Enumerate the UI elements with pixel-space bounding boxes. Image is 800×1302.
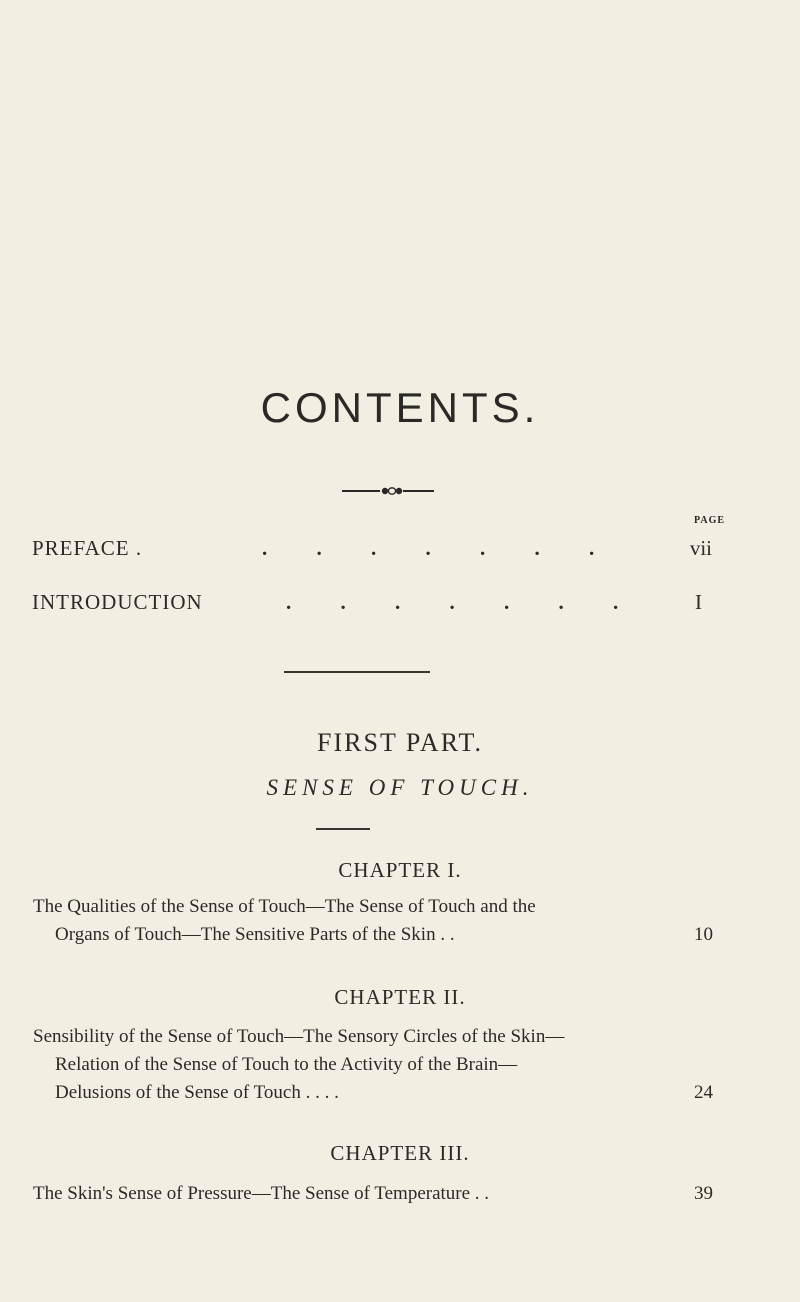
ornament-divider — [342, 486, 434, 496]
toc-page-number: 10 — [694, 924, 713, 945]
entry-line — [33, 1180, 713, 1208]
chapter-heading: CHAPTER III. — [330, 1141, 470, 1165]
chapter-entry — [33, 1023, 713, 1107]
part-title: FIRST PART. — [317, 728, 483, 757]
toc-page-number: 39 — [694, 1183, 713, 1204]
entry-line: The Qualities of the Sense of Touch—The Sense of Touch and the — [33, 896, 536, 917]
section-rule — [284, 671, 430, 673]
page-title: CONTENTS. — [260, 384, 540, 431]
page-column-label: PAGE — [694, 515, 726, 526]
entry-line: Relation of the Sense of Touch to the Activity of the Brain— — [55, 1054, 518, 1075]
toc-entry-label: PREFACE . — [32, 536, 143, 560]
chapter-heading: CHAPTER II. — [334, 985, 466, 1009]
chapter-heading: CHAPTER I. — [338, 858, 462, 882]
toc-entry-label: INTRODUCTION — [32, 590, 203, 614]
entry-line-text: The Skin's Sense of Pressure—The Sense of Temperature . . — [33, 1183, 490, 1204]
leader-dots: . . . . . . . — [286, 590, 641, 614]
entry-line — [33, 921, 713, 949]
toc-page-number: I — [695, 590, 702, 614]
toc-page-number: vii — [689, 536, 712, 560]
entry-line-text: Organs of Touch—The Sensitive Parts of the Skin . . — [55, 924, 455, 945]
entry-line-text: Delusions of the Sense of Touch . . . . — [55, 1082, 339, 1103]
leader-dots: . . . . . . . — [262, 536, 617, 560]
chapter-entry — [33, 893, 713, 949]
toc-entry-preface — [32, 536, 712, 566]
part-subtitle: SENSE OF TOUCH. — [266, 775, 534, 800]
short-rule — [316, 828, 370, 830]
chapter-entry — [33, 1180, 713, 1208]
entry-line — [33, 1079, 713, 1107]
entry-line: Sensibility of the Sense of Touch—The Sensory Circles of the Skin— — [33, 1026, 565, 1047]
toc-entry-introduction — [32, 590, 712, 620]
toc-page-number: 24 — [694, 1082, 713, 1103]
